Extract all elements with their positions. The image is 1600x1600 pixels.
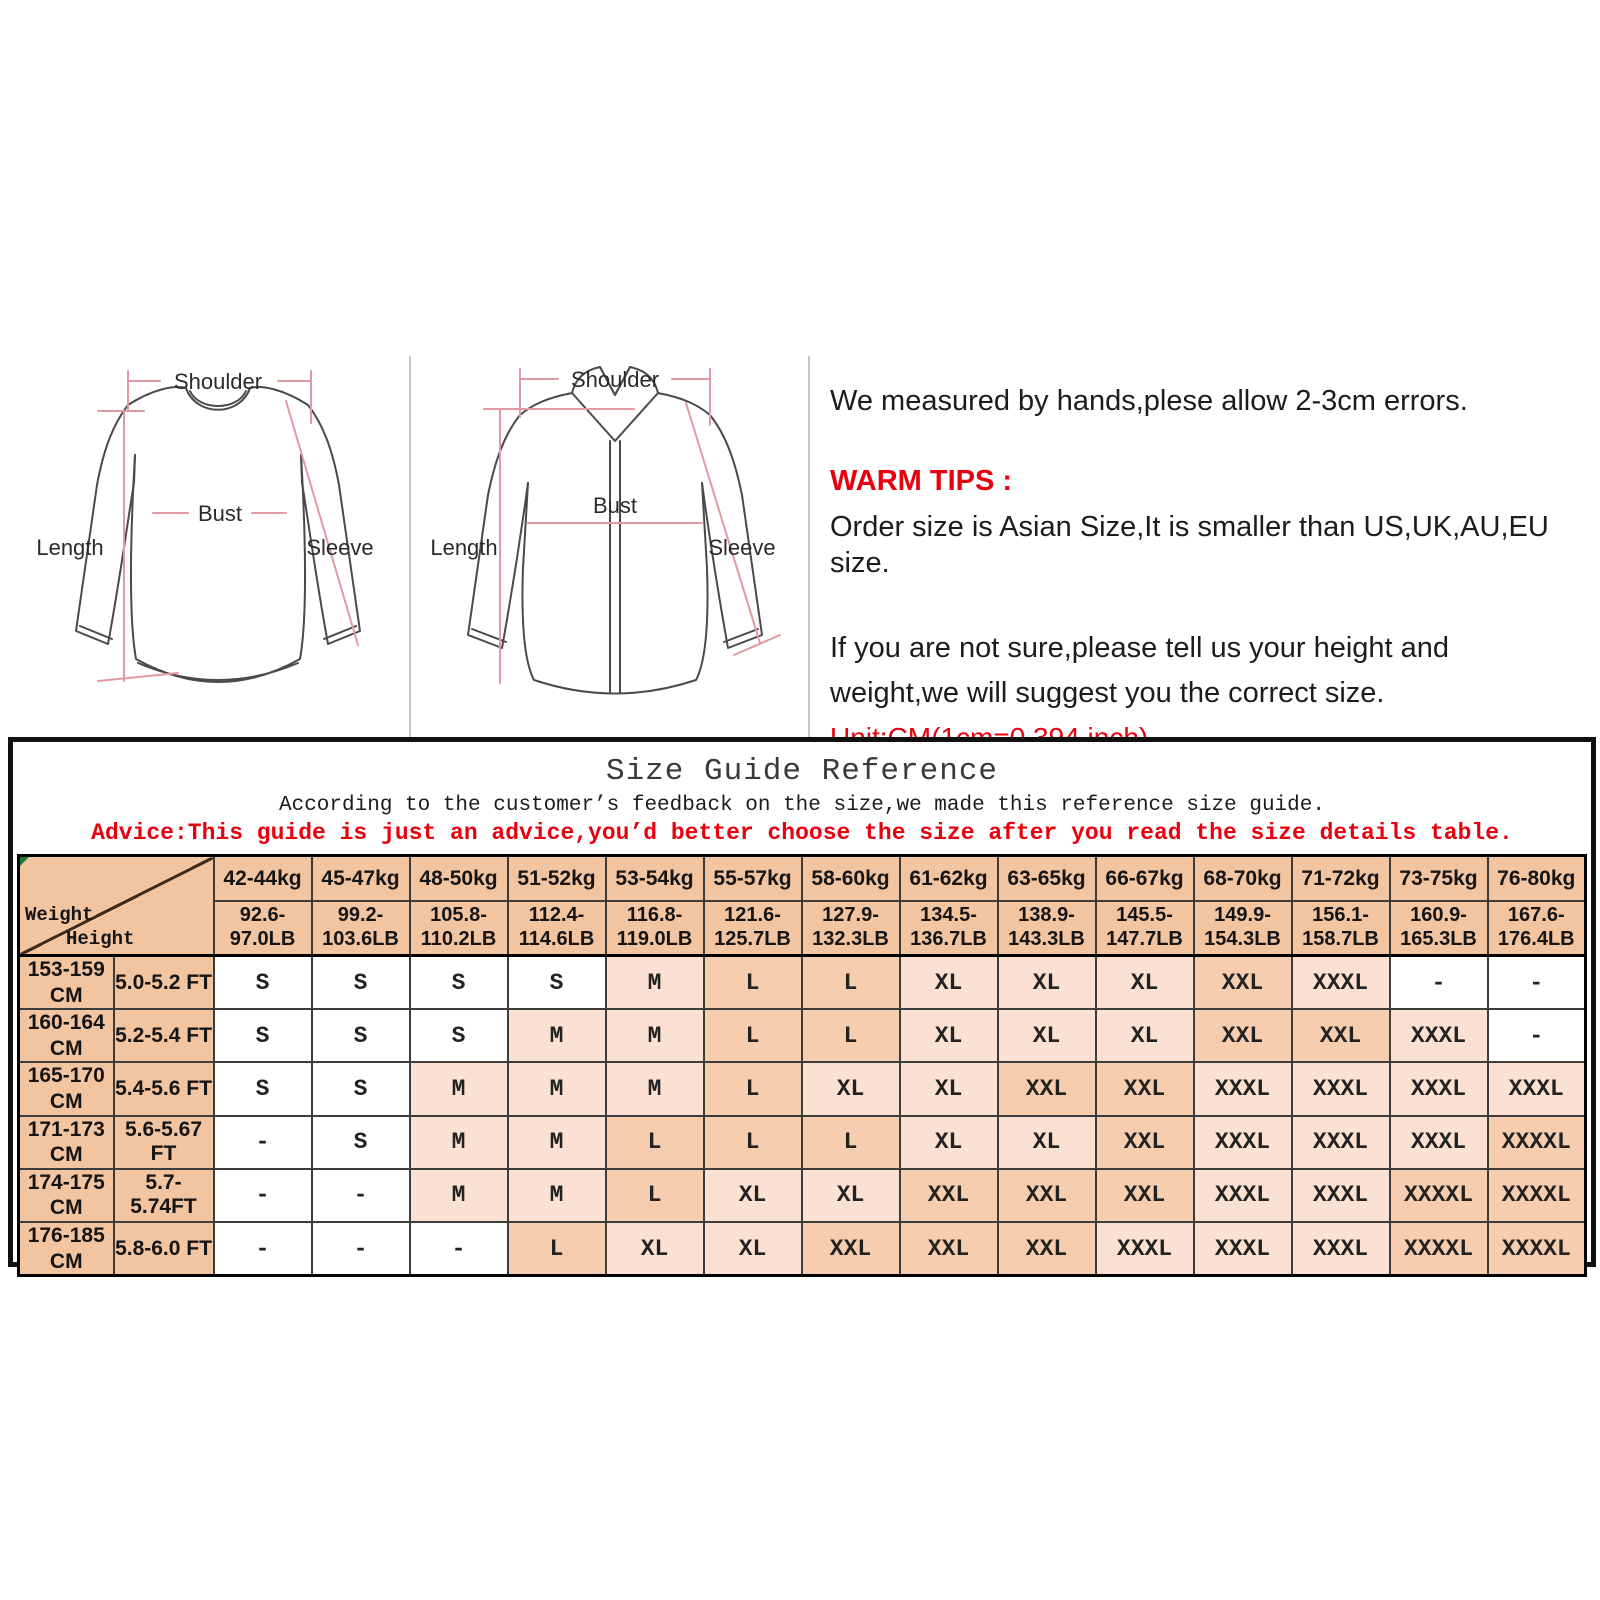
size-cell: XL (606, 1222, 704, 1276)
size-guide-table (17, 854, 1587, 1277)
weight-kg-header: 42-44kg (214, 856, 312, 902)
size-cell: XXXL (1194, 1169, 1292, 1222)
size-cell: - (1488, 1009, 1586, 1062)
size-cell: S (312, 1116, 410, 1169)
size-cell: XXXL (1488, 1062, 1586, 1115)
height-cm-cell (19, 956, 114, 1010)
lb-range-line2: 110.2LB (420, 928, 497, 950)
lb-range-line1: 127.9- (822, 904, 879, 927)
size-row (19, 956, 1586, 1010)
weight-header-row (19, 856, 1586, 902)
cm-range: 176-185 (27, 1224, 105, 1248)
size-row (19, 1222, 1586, 1276)
weight-kg-header: 58-60kg (802, 856, 900, 902)
size-cell: XXXXL (1390, 1169, 1488, 1222)
size-cell: M (410, 1169, 508, 1222)
size-cell: L (508, 1222, 606, 1276)
lb-range-line1: 160.9- (1410, 904, 1467, 927)
weight-lb-header (214, 901, 312, 956)
weight-lb-header (1488, 901, 1586, 956)
size-cell: M (508, 1009, 606, 1062)
lb-range-line2: 132.3LB (812, 928, 889, 950)
weight-kg-header: 76-80kg (1488, 856, 1586, 902)
excel-corner-marker (20, 857, 29, 866)
tshirt-measure-diagram (28, 362, 408, 714)
size-cell: XL (998, 956, 1096, 1010)
size-cell: L (704, 1009, 802, 1062)
label-bust: Bust (197, 501, 243, 526)
size-row (19, 1116, 1586, 1169)
size-row (19, 1062, 1586, 1115)
size-cell: XXL (900, 1169, 998, 1222)
weight-lb-header (900, 901, 998, 956)
shirt-measure-diagram (424, 362, 804, 714)
size-cell: M (508, 1169, 606, 1222)
size-guide-panel (8, 737, 1596, 1273)
size-cell: L (802, 956, 900, 1010)
size-cell: XL (704, 1222, 802, 1276)
height-ft-cell: 5.2-5.4 FT (114, 1009, 214, 1062)
size-cell: XXXL (1292, 1169, 1390, 1222)
height-cm-cell (19, 1169, 114, 1222)
size-cell: S (410, 956, 508, 1010)
lb-range-line2: 154.3LB (1204, 928, 1281, 950)
size-cell: XXXL (1292, 1222, 1390, 1276)
measured-by-hands-note: We measured by hands,plese allow 2-3cm errors. (830, 385, 1468, 417)
size-cell: L (802, 1009, 900, 1062)
size-cell: S (312, 1009, 410, 1062)
size-cell: M (508, 1116, 606, 1169)
height-cm-cell (19, 1222, 114, 1276)
size-cell: L (704, 1116, 802, 1169)
weight-lb-header (802, 901, 900, 956)
label-shoulder: Shoulder (173, 369, 263, 394)
lb-range-line1: 92.6- (239, 904, 286, 927)
height-ft-cell: 5.8-6.0 FT (114, 1222, 214, 1276)
weight-kg-header: 68-70kg (1194, 856, 1292, 902)
weight-kg-header: 53-54kg (606, 856, 704, 902)
height-cm-cell (19, 1062, 114, 1115)
size-cell: XXXL (1194, 1116, 1292, 1169)
weight-lb-header (1096, 901, 1194, 956)
size-cell: M (508, 1062, 606, 1115)
size-cell: XXL (900, 1222, 998, 1276)
size-cell: XL (998, 1116, 1096, 1169)
lb-range-line1: 149.9- (1214, 904, 1271, 927)
size-cell: XXXL (1292, 956, 1390, 1010)
weight-kg-header: 48-50kg (410, 856, 508, 902)
weight-lb-header (998, 901, 1096, 956)
height-ft-cell: 5.7-5.74FT (114, 1169, 214, 1222)
lb-range-line1: 145.5- (1116, 904, 1173, 927)
size-cell: XXXL (1390, 1062, 1488, 1115)
size-cell: - (410, 1222, 508, 1276)
size-cell: XL (900, 1062, 998, 1115)
size-guide-title: Size Guide Reference (605, 754, 999, 789)
weight-height-corner-cell (19, 856, 214, 956)
weight-kg-header: 73-75kg (1390, 856, 1488, 902)
size-cell: L (802, 1116, 900, 1169)
size-cell: M (606, 956, 704, 1010)
size-cell: XXL (1194, 1009, 1292, 1062)
size-cell: XXL (802, 1222, 900, 1276)
size-cell: XL (802, 1062, 900, 1115)
size-cell: XL (900, 1116, 998, 1169)
size-cell: XXXXL (1488, 1169, 1586, 1222)
weight-kg-header: 66-67kg (1096, 856, 1194, 902)
size-cell: S (312, 1062, 410, 1115)
size-guide-advice: Advice:This guide is just an advice,you’d better choose the size after you read the size details table. (91, 820, 1513, 846)
size-cell: L (606, 1169, 704, 1222)
size-cell: XXXXL (1488, 1222, 1586, 1276)
size-cell: XL (998, 1009, 1096, 1062)
size-cell: XL (802, 1169, 900, 1222)
weight-lb-header-row (19, 901, 1586, 956)
size-cell: XXL (1096, 1062, 1194, 1115)
size-cell: XXL (998, 1169, 1096, 1222)
cm-unit: CM (49, 1249, 83, 1273)
label-sleeve: Sleeve (306, 535, 374, 560)
size-cell: - (214, 1116, 312, 1169)
height-ft-cell: 5.4-5.6 FT (114, 1062, 214, 1115)
size-row (19, 1009, 1586, 1062)
lb-range-line1: 121.6- (724, 904, 781, 927)
vertical-divider (409, 356, 411, 737)
size-cell: XXXXL (1488, 1116, 1586, 1169)
cm-range: 165-170 (27, 1064, 105, 1088)
size-cell: - (1488, 956, 1586, 1010)
label-length: Length (430, 535, 498, 560)
size-cell: S (214, 956, 312, 1010)
weight-lb-header (1292, 901, 1390, 956)
size-cell: - (1390, 956, 1488, 1010)
cm-unit: CM (49, 1036, 83, 1060)
height-axis-label: Height (66, 928, 135, 950)
lb-range-line1: 105.8- (430, 904, 487, 927)
weight-axis-label: Weight (25, 904, 94, 926)
size-cell: XXL (1096, 1116, 1194, 1169)
size-cell: XXXL (1194, 1062, 1292, 1115)
size-cell: M (606, 1009, 704, 1062)
weight-kg-header: 55-57kg (704, 856, 802, 902)
lb-range-line2: 158.7LB (1302, 928, 1379, 950)
lb-range-line2: 125.7LB (714, 928, 791, 950)
size-cell: XL (704, 1169, 802, 1222)
lb-range-line1: 138.9- (1018, 904, 1075, 927)
cm-range: 174-175 (27, 1170, 105, 1194)
lb-range-line2: 143.3LB (1008, 928, 1085, 950)
lb-range-line2: 176.4LB (1497, 928, 1575, 950)
size-cell: - (214, 1222, 312, 1276)
size-cell: XXL (998, 1062, 1096, 1115)
size-cell: XXXL (1292, 1116, 1390, 1169)
lb-range-line1: 112.4- (528, 904, 585, 927)
size-cell: XXXL (1390, 1116, 1488, 1169)
size-cell: - (214, 1169, 312, 1222)
lb-range-line1: 99.2- (337, 904, 384, 927)
weight-lb-header (410, 901, 508, 956)
weight-kg-header: 61-62kg (900, 856, 998, 902)
lb-range-line2: 103.6LB (322, 928, 399, 950)
lb-range-line1: 116.8- (626, 904, 683, 927)
size-cell: XXXL (1194, 1222, 1292, 1276)
cm-unit: CM (49, 983, 83, 1007)
weight-lb-header (606, 901, 704, 956)
lb-range-line2: 136.7LB (910, 928, 987, 950)
weight-kg-header: 45-47kg (312, 856, 410, 902)
vertical-divider (808, 356, 810, 737)
size-cell: S (214, 1009, 312, 1062)
weight-kg-header: 71-72kg (1292, 856, 1390, 902)
label-length: Length (36, 535, 104, 560)
size-row (19, 1169, 1586, 1222)
size-cell: XXL (998, 1222, 1096, 1276)
cm-range: 171-173 (27, 1117, 105, 1141)
size-cell: XXL (1096, 1169, 1194, 1222)
size-cell: L (606, 1116, 704, 1169)
label-shoulder: Shoulder (570, 367, 660, 392)
weight-lb-header (1194, 901, 1292, 956)
label-bust: Bust (592, 493, 638, 518)
size-cell: XXXL (1292, 1062, 1390, 1115)
size-cell: - (312, 1169, 410, 1222)
size-cell: S (410, 1009, 508, 1062)
size-cell: M (410, 1116, 508, 1169)
warm-tips-heading: WARM TIPS : (830, 465, 1013, 498)
lb-range-line1: 167.6- (1507, 904, 1565, 927)
size-cell: L (704, 956, 802, 1010)
lb-range-line2: 147.7LB (1106, 928, 1183, 950)
size-cell: S (214, 1062, 312, 1115)
lb-range-line2: 119.0LB (616, 928, 693, 950)
asian-size-note: Order size is Asian Size,It is smaller than US,UK,AU,EU size. (830, 510, 1549, 579)
size-cell: - (312, 1222, 410, 1276)
size-cell: XL (1096, 1009, 1194, 1062)
weight-kg-header: 51-52kg (508, 856, 606, 902)
size-cell: M (606, 1062, 704, 1115)
height-ft-cell: 5.6-5.67 FT (114, 1116, 214, 1169)
weight-kg-header: 63-65kg (998, 856, 1096, 902)
suggest-size-note-line2: weight,we will suggest you the correct size. (830, 677, 1385, 710)
height-cm-cell (19, 1009, 114, 1062)
cm-range: 153-159 (27, 958, 105, 981)
lb-range-line1: 134.5- (920, 904, 977, 927)
lb-range-line2: 97.0LB (229, 928, 296, 950)
size-cell: M (410, 1062, 508, 1115)
shirt-measure-lines (484, 369, 780, 683)
size-cell: S (312, 956, 410, 1010)
cm-range: 160-164 (27, 1011, 105, 1035)
weight-lb-header (1390, 901, 1488, 956)
weight-lb-header (704, 901, 802, 956)
label-sleeve: Sleeve (708, 535, 776, 560)
cm-unit: CM (49, 1196, 83, 1220)
weight-lb-header (312, 901, 410, 956)
lb-range-line2: 165.3LB (1400, 928, 1477, 950)
height-cm-cell (19, 1116, 114, 1169)
size-cell: XXXL (1096, 1222, 1194, 1276)
cm-unit: CM (49, 1090, 83, 1114)
shirt-outline (468, 367, 762, 694)
suggest-size-note-line1: If you are not sure,please tell us your height and (830, 632, 1450, 664)
size-cell: XL (900, 956, 998, 1010)
lb-range-line1: 156.1- (1312, 904, 1369, 927)
size-cell: S (508, 956, 606, 1010)
size-cell: XXL (1292, 1009, 1390, 1062)
size-cell: XXXXL (1390, 1222, 1488, 1276)
weight-lb-header (508, 901, 606, 956)
height-ft-cell: 5.0-5.2 FT (114, 956, 214, 1010)
measurement-notes (830, 383, 1592, 755)
cm-unit: CM (49, 1143, 83, 1167)
size-cell: XXL (1194, 956, 1292, 1010)
size-cell: XL (900, 1009, 998, 1062)
lb-range-line2: 114.6LB (518, 928, 595, 950)
size-cell: XL (1096, 956, 1194, 1010)
size-cell: L (704, 1062, 802, 1115)
size-guide-subtitle: According to the customer’s feedback on the size,we made this reference size guide. (279, 794, 1325, 817)
size-cell: XXXL (1390, 1009, 1488, 1062)
tshirt-measure-lines (98, 371, 358, 681)
